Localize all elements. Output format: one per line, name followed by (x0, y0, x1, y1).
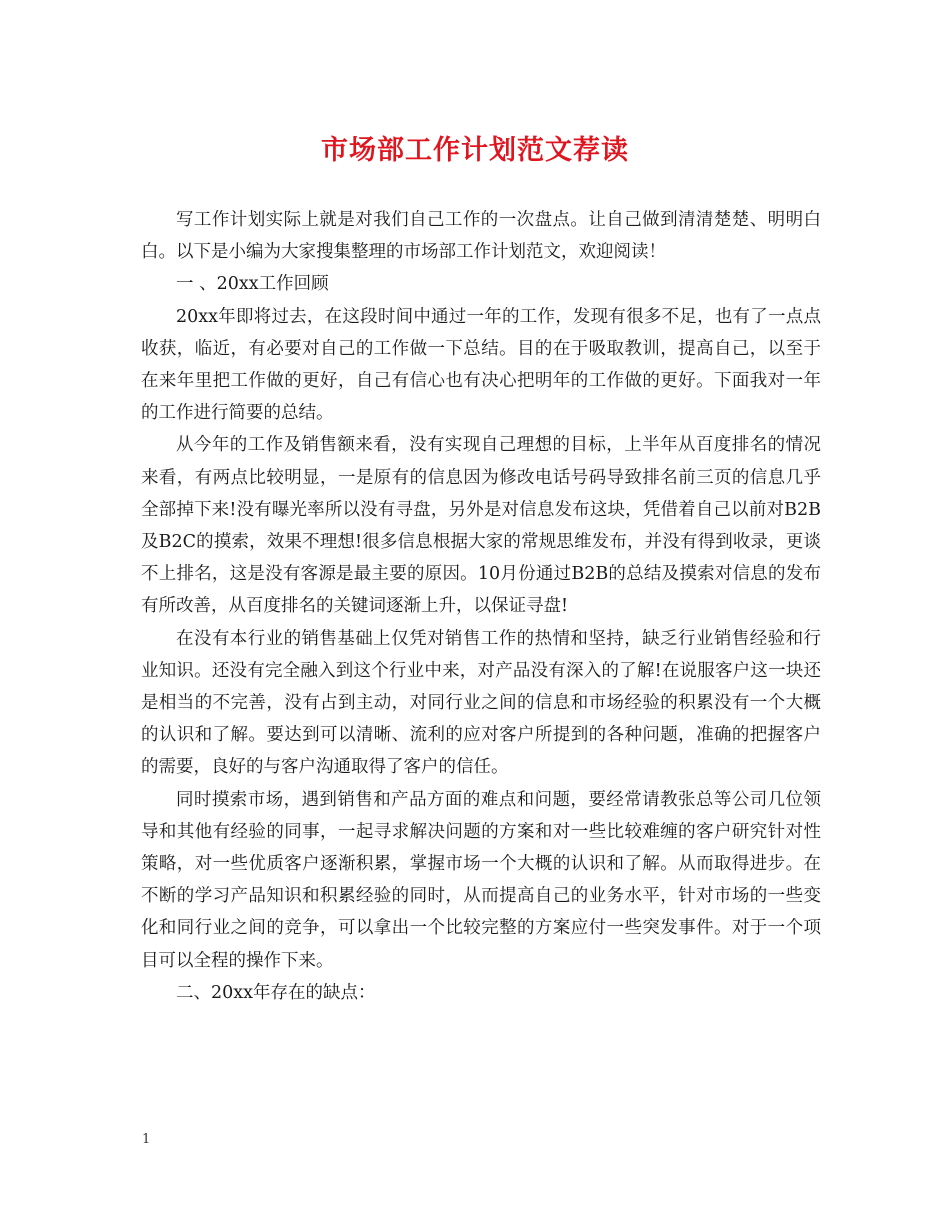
page-number: 1 (142, 1132, 151, 1147)
document-title: 市场部工作计划范文荐读 (321, 135, 629, 166)
paragraph-experience: 在没有本行业的销售基础上仅凭对销售工作的热情和坚持，缺乏行业销售经验和行业知识。还没有完全融入到这个行业中来，对产品没有深入的了解!在说服客户这一块还是相当的不完善，没有占到主动，对同行业之间的信息和市场经验的积累没有一个大概的认识和了解。要达到可以清晰、流利的应对客户所提到的各种问题，准确的把握客户的需要，良好的与客户沟通取得了客户的信任。 (141, 628, 821, 778)
paragraph-sales: 从今年的工作及销售额来看，没有实现自己理想的目标，上半年从百度排名的情况来看，有两点比较明显，一是原有的信息因为修改电话号码导致排名前三页的信息几乎全部掉下来!没有曝光率所以没有寻盘，另外是对信息发布这块，凭借着自己以前对B2B及B2C的摸索，效果不理想!很多信息根据大家的常规思维发布，并没有得到收录，更谈不上排名，这是没有客源是最主要的原因。10月份通过B2B的总结及摸索对信息的发布有所改善，从百度排名的关键词逐渐上升，以保证寻盘! (141, 435, 821, 617)
paragraph-market: 同时摸索市场，遇到销售和产品方面的难点和问题，要经常请教张总等公司几位领导和其他有经验的同事，一起寻求解决问题的方案和对一些比较难缠的客户研究针对性策略，对一些优质客户逐渐积累，掌握市场一个大概的认识和了解。从而取得进步。在不断的学习产品知识和积累经验的同时，从而提高自己的业务水平，针对市场的一些变化和同行业之间的竞争，可以拿出一个比较完整的方案应付一些突发事件。对于一个项目可以全程的操作下来。 (141, 789, 821, 971)
section-heading-shortcomings: 二、20xx年存在的缺点： (176, 982, 376, 1003)
intro-paragraph: 写工作计划实际上就是对我们自己工作的一次盘点。让自己做到清清楚楚、明明白白。以下是小编为大家搜集整理的市场部工作计划范文，欢迎阅读！ (141, 210, 821, 263)
paragraph-summary: 20xx年即将过去，在这段时间中通过一年的工作，发现有很多不足，也有了一点点收获，临近，有必要对自己的工作做一下总结。目的在于吸取教训，提高自己，以至于在来年里把工作做的更好，自己有信心也有决心把明年的工作做的更好。下面我对一年的工作进行简要的总结。 (141, 306, 821, 424)
document-body (141, 204, 821, 1009)
section-heading-review: 一 、20xx工作回顾 (176, 274, 329, 295)
